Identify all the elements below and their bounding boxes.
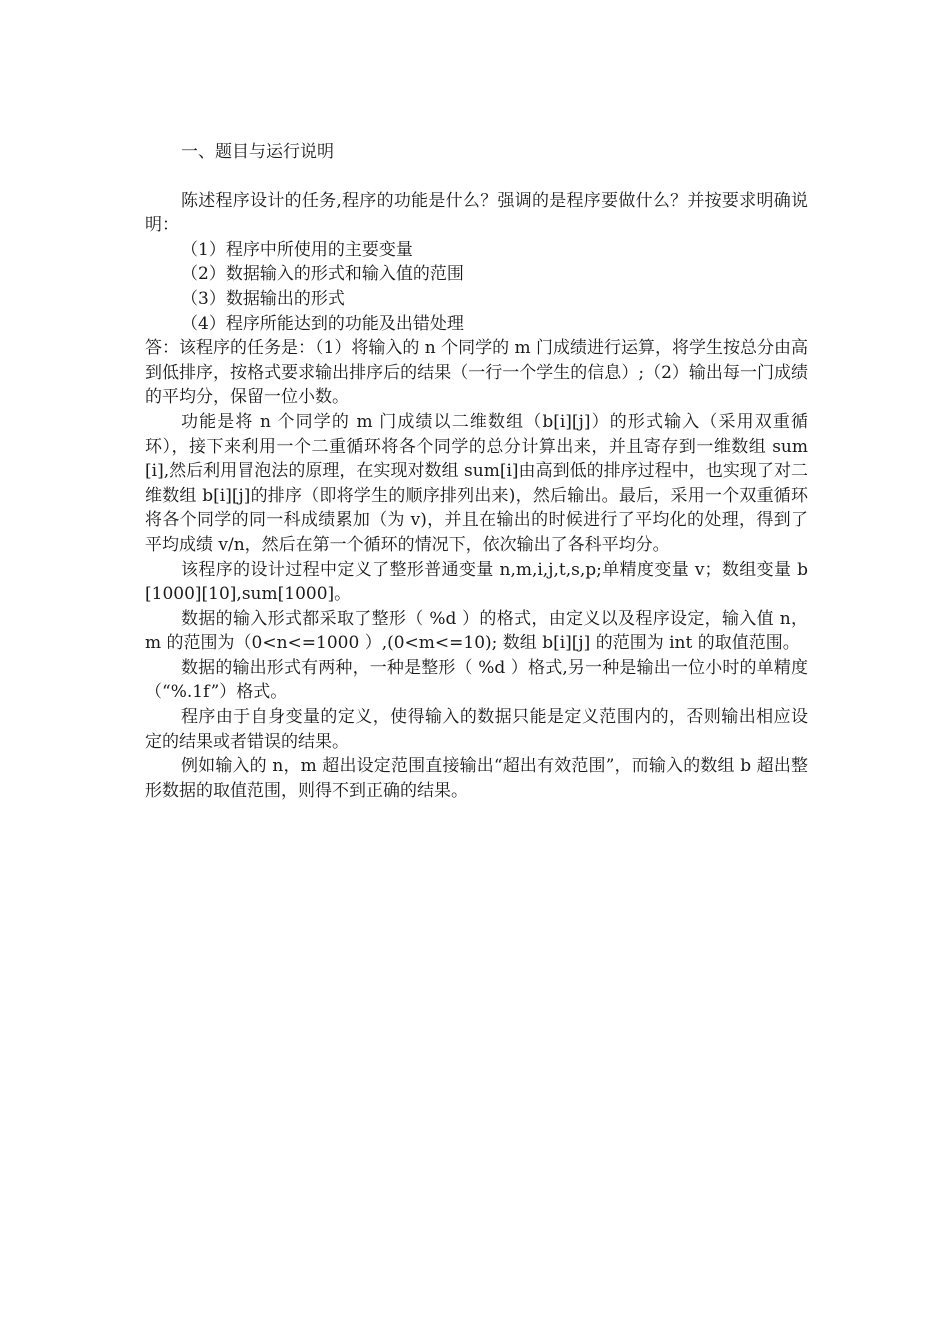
requirement-item-4: （4）程序所能达到的功能及出错处理 xyxy=(181,313,464,334)
range-paragraph: 程序由于自身变量的定义，使得输入的数据只能是定义范围内的，否则输出相应设定的结果或者错误的结果。 xyxy=(145,707,808,752)
variables-paragraph: 该程序的设计过程中定义了整形普通变量 n,m,i,j,t,s,p;单精度变量 v；数组变量 b[1000][10],sum[1000]。 xyxy=(145,559,808,605)
output-format-paragraph: 数据的输出形式有两种，一种是整形（ %d ）格式,另一种是输出一位小时的单精度（“%.1f”）格式。 xyxy=(145,657,808,703)
answer-paragraph: 答：该程序的任务是：（1）将输入的 n 个同学的 m 门成绩进行运算，将学生按总分由高到低排序，按格式要求输出排序后的结果（一行一个学生的信息）;（2）输出每一门成绩的平均分，保留一位小数。 xyxy=(145,338,808,408)
function-paragraph: 功能是将 n 个同学的 m 门成绩以二维数组（b[i][j]）的形式输入（采用双重循环），接下来利用一个二重循环将各个同学的总分计算出来，并且寄存到一维数组 sum[i],然后利用冒泡法的原理，在实现对数组 sum[i]由高到低的排序过程中，也实现了对二维数组 b[i][j]的排序（即将学生的顺序排列出来)，然后输出。最后，采用一个双重循环将各个同学的同一科成绩累加（为 v)，并且在输出的时候进行了平均化的处理，得到了平均成绩 v/n，然后在第一个循环的情况下，依次输出了各科平均分。 xyxy=(145,411,808,555)
document-body xyxy=(145,140,808,803)
section-heading: 一、题目与运行说明 xyxy=(181,142,334,162)
intro-paragraph: 陈述程序设计的任务,程序的功能是什么？强调的是程序要做什么？并按要求明确说明： xyxy=(145,190,808,236)
input-format-paragraph: 数据的输入形式都采取了整形（ %d ）的格式，由定义以及程序设定，输入值 n，m 的范围为（0<n<=1000 ）,(0<m<=10); 数组 b[i][j] 的范围为 int 的取值范围。 xyxy=(145,608,808,654)
example-paragraph: 例如输入的 n，m 超出设定范围直接输出“超出有效范围”，而输入的数组 b 超出整形数据的取值范围，则得不到正确的结果。 xyxy=(145,756,808,801)
requirement-item-2: （2）数据输入的形式和输入值的范围 xyxy=(181,264,464,285)
requirement-item-1: （1）程序中所使用的主要变量 xyxy=(181,239,413,260)
requirement-item-3: （3）数据输出的形式 xyxy=(181,288,345,309)
